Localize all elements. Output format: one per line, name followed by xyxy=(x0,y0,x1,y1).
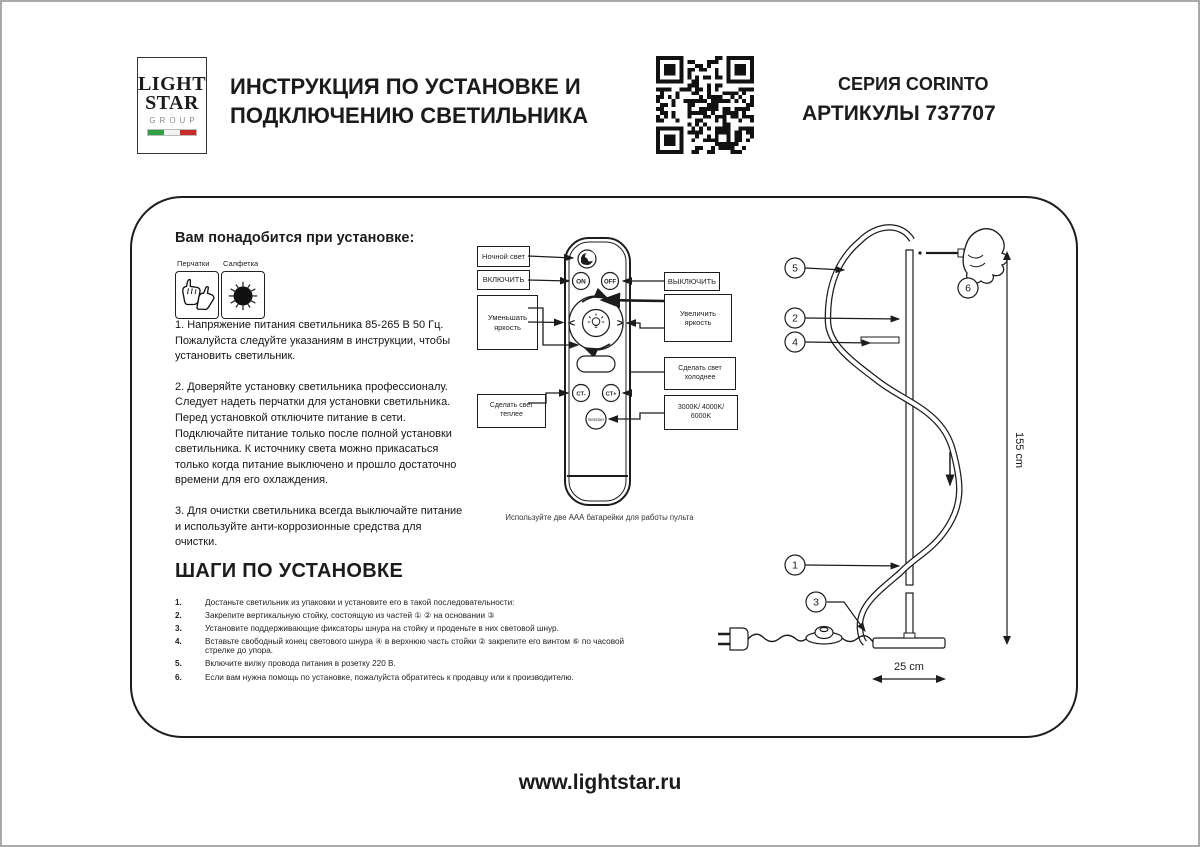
tools-heading: Вам понадобится при установке: xyxy=(175,230,415,246)
label-make-light-colder: Сделать свет холоднее xyxy=(664,357,736,390)
cord-fixator xyxy=(861,337,899,343)
hand-with-screw xyxy=(958,229,1007,284)
callout-1: 1 xyxy=(792,559,798,572)
on-button-label: ON xyxy=(576,278,586,286)
series-label: СЕРИЯ CORINTO xyxy=(838,74,989,94)
lamp-pole-upper xyxy=(906,250,913,585)
step-row: 3. Установите поддерживающие фиксаторы шнура на стойку и проденьте в них световой шнур. xyxy=(175,624,559,634)
remote-battery-caption: Используйте две ААА батарейки для работы пульта xyxy=(505,513,694,522)
power-plug xyxy=(718,628,748,650)
step-row: 5. Включите вилку провода питания в розетку 220 В. xyxy=(175,659,396,669)
step-row: 4. Вставьте свободный конец светового шнура ④ в верхнюю часть стойки ② закрепите его винтом ⑥ по часовой стрелке до упора. xyxy=(175,637,625,656)
brand-logo xyxy=(137,57,207,154)
tool-label-napkin: Салфетка xyxy=(223,259,259,268)
label-color-temperatures: 3000K/ 4000K/ 6000K xyxy=(664,395,738,430)
installation-steps xyxy=(175,598,645,686)
off-button-label: OFF xyxy=(604,279,616,286)
article-number: АРТИКУЛЫ 737707 xyxy=(802,102,996,125)
step-row: 6. Если вам нужна помощь по установке, пожалуйста обратитесь к продавцу или к производителю. xyxy=(175,672,574,682)
step-row: 1. Достаньте светильник из упаковки и установите его в такой последовательности: xyxy=(175,598,515,607)
warning-2: 2. Доверяйте установку светильника профессионалу. Следует надеть перчатки для установки светильника. Перед установкой отключите питание в сети. Подключайте питание только после полной установки светильника. К источнику света можно прикасаться только когда питание выключено и прошло достаточно времени для его охлаждения. xyxy=(175,380,457,487)
night-light-button xyxy=(578,250,596,268)
qr-code xyxy=(656,56,754,154)
website-url: www.lightstar.ru xyxy=(518,771,682,794)
bulb-icon xyxy=(588,314,604,328)
chevron-left-glyph: < xyxy=(568,317,576,330)
callout-5: 5 xyxy=(792,262,798,275)
width-dimension xyxy=(872,675,946,683)
label-make-light-warmer: Сделать свет теплее xyxy=(477,394,546,428)
label-increase-brightness: Увеличить яркость xyxy=(664,294,732,342)
rotate-down-arrow xyxy=(585,344,610,350)
italian-flag-bar xyxy=(147,129,197,136)
height-dimension xyxy=(1003,251,1011,645)
lamp-base xyxy=(873,638,945,648)
steps-heading: ШАГИ ПО УСТАНОВКЕ xyxy=(175,560,404,582)
logo-line2: STAR xyxy=(145,92,199,114)
warning-1: 1. Напряжение питания светильника 85-265 В 50 Гц. Пожалуйста следуйте указаниям в инструкции, чтобы установить светильник. xyxy=(175,319,451,363)
remote-control-drawing xyxy=(565,238,630,505)
callout-6: 6 xyxy=(965,282,971,295)
remote-connectors xyxy=(528,256,664,419)
callout-3: 3 xyxy=(813,596,819,609)
tool-label-gloves: Перчатки xyxy=(177,259,210,268)
light-tube xyxy=(828,227,959,643)
ct-minus-label: CT- xyxy=(576,391,586,398)
callout-4: 4 xyxy=(792,336,798,349)
pill-button xyxy=(577,356,615,372)
section-button-label: Section xyxy=(588,418,604,423)
callout-leaders xyxy=(805,268,899,631)
logo-line3: GROUP xyxy=(149,116,199,125)
foot-switch xyxy=(806,627,842,645)
title-line-2: ПОДКЛЮЧЕНИЮ СВЕТИЛЬНИКА xyxy=(230,102,589,128)
label-turn-on: ВКЛЮЧИТЬ xyxy=(477,270,530,290)
label-night-light: Ночной свет xyxy=(477,246,530,267)
label-decrease-brightness: Уменьшать яркость xyxy=(477,295,538,350)
page-title xyxy=(230,73,650,130)
title-line-1: ИНСТРУКЦИЯ ПО УСТАНОВКЕ И xyxy=(230,74,581,99)
label-turn-off: ВЫКЛЮЧИТЬ xyxy=(664,272,720,291)
step-row: 2. Закрепите вертикальную стойку, состоящую из частей ① ② на основании ③ xyxy=(175,611,495,621)
brightness-ring xyxy=(569,296,623,350)
logo-line1: LIGHT xyxy=(137,73,207,95)
chevron-right-glyph: > xyxy=(616,317,624,330)
height-dimension-label: 155 cm xyxy=(1013,431,1025,469)
ct-plus-label: CT+ xyxy=(605,391,617,398)
width-dimension-label: 25 cm xyxy=(894,661,924,673)
lamp-pole-lower xyxy=(906,593,913,638)
warning-3: 3. Для очистки светильника всегда выключайте питание и используйте анти-коррозионные средства для очистки. xyxy=(175,505,463,549)
callout-2: 2 xyxy=(792,312,798,325)
